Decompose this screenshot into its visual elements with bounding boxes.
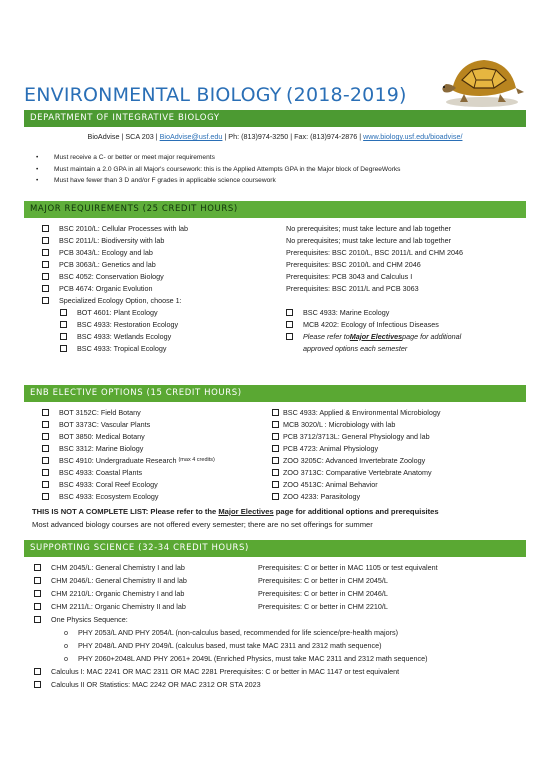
- checkbox[interactable]: [42, 285, 49, 292]
- ecology-option-row: BOT 4601: Plant Ecology BSC 4933: Marine Ecology: [42, 306, 522, 318]
- checkbox[interactable]: [272, 457, 279, 464]
- elective-row: BSC 4933: Ecosystem Ecology ZOO 4233: Parasitology: [42, 490, 522, 502]
- elective-row: BSC 4933: Coastal Plants ZOO 3713C: Comparative Vertebrate Anatomy: [42, 466, 522, 478]
- requirements-bullets: [36, 152, 516, 187]
- physics-option: o PHY 2060+2048L AND PHY 2061+ 2049L (Enriched Physics, must take MAC 2311 and 2312 math sequence): [64, 654, 428, 663]
- checkbox[interactable]: [272, 445, 279, 452]
- checkbox[interactable]: [42, 433, 49, 440]
- contact-line: [24, 132, 526, 141]
- page-header: [24, 84, 444, 106]
- elective-row: BOT 3373C: Vascular Plants MCB 3020/L : Microbiology with lab: [42, 418, 522, 430]
- checkbox[interactable]: [34, 577, 41, 584]
- course-row: PCB 3063/L: Genetics and lab Prerequisites: BSC 2010/L and CHM 2046: [42, 258, 522, 270]
- checkbox[interactable]: [42, 297, 49, 304]
- supporting-science-header: SUPPORTING SCIENCE (32-34 CREDIT HOURS): [24, 540, 526, 557]
- phone-fax: | Ph: (813)974-3250 | Fax: (813)974-2876 |: [224, 132, 362, 141]
- office-info: BioAdvise | SCA 203 |: [87, 132, 158, 141]
- checkbox[interactable]: [42, 445, 49, 452]
- bullet-item: • Must receive a C- or better or meet major requirements: [36, 154, 215, 161]
- department-banner: [24, 110, 526, 127]
- academic-year: (2018-2019): [286, 84, 407, 106]
- major-requirements-header: MAJOR REQUIREMENTS (25 CREDIT HOURS): [24, 201, 526, 218]
- course-row: CHM 2046/L: General Chemistry II and lab Prerequisites: C or better in CHM 2045/L: [34, 574, 528, 587]
- elective-row: BSC 3312: Marine Biology PCB 4723: Animal Physiology: [42, 442, 522, 454]
- electives-list: [42, 406, 522, 502]
- supporting-science-list: [34, 561, 528, 626]
- checkbox[interactable]: [42, 493, 49, 500]
- checkbox[interactable]: [60, 333, 67, 340]
- turtle-illustration: [436, 50, 528, 110]
- bullet-item: • Must have fewer than 3 D and/or F grades in applicable science coursework: [36, 177, 276, 184]
- checkbox[interactable]: [42, 249, 49, 256]
- major-electives-link[interactable]: Major Electives: [349, 331, 403, 341]
- course-row: CHM 2045/L: General Chemistry I and lab Prerequisites: C or better in MAC 1105 or test equivalent: [34, 561, 528, 574]
- course-row: PCB 4674: Organic Evolution Prerequisites: BSC 2011/L and PCB 3063: [42, 282, 522, 294]
- page-title: ENVIRONMENTAL BIOLOGY: [24, 84, 282, 106]
- course-row: Specialized Ecology Option, choose 1:: [42, 294, 522, 306]
- checkbox[interactable]: [42, 225, 49, 232]
- checkbox[interactable]: [42, 409, 49, 416]
- checkbox[interactable]: [42, 273, 49, 280]
- physics-option: o PHY 2048/L AND PHY 2049/L (calculus based, must take MAC 2311 and 2312 math sequence): [64, 641, 382, 650]
- checkbox[interactable]: [34, 616, 41, 623]
- course-row: BSC 2010/L: Cellular Processes with lab No prerequisites; must take lecture and lab together: [42, 222, 522, 234]
- course-row: BSC 4052: Conservation Biology Prerequisites: PCB 3043 and Calculus I: [42, 270, 522, 282]
- ecology-option-row: BSC 4933: Restoration Ecology MCB 4202: Ecology of Infectious Diseases: [42, 318, 522, 330]
- department-name: DEPARTMENT OF INTEGRATIVE BIOLOGY: [30, 113, 220, 123]
- major-requirements-list: [42, 222, 522, 354]
- physics-option: o PHY 2053/L AND PHY 2054/L (non-calculus based, recommended for life science/pre-health majors): [64, 628, 399, 637]
- elective-row: BSC 4910: Undergraduate Research (max 4 credits) ZOO 3205C: Advanced Invertebrate Zoology: [42, 454, 522, 466]
- elective-row: BOT 3850: Medical Botany PCB 3712/3713L: General Physiology and lab: [42, 430, 522, 442]
- course-row: CHM 2211/L: Organic Chemistry II and lab Prerequisites: C or better in CHM 2210/L: [34, 600, 528, 613]
- course-row: Calculus I: MAC 2241 OR MAC 2311 OR MAC 2281 Prerequisites: C or better in MAC 1147 or test equivalent: [34, 665, 534, 678]
- checkbox[interactable]: [286, 309, 293, 316]
- checkbox[interactable]: [34, 668, 41, 675]
- electives-note: THIS IS NOT A COMPLETE LIST: Please refer to the Major Electives page for additional options and prerequisites: [32, 507, 439, 516]
- checkbox[interactable]: [34, 590, 41, 597]
- checkbox[interactable]: [34, 564, 41, 571]
- checkbox[interactable]: [272, 481, 279, 488]
- checkbox[interactable]: [34, 603, 41, 610]
- checkbox[interactable]: [272, 469, 279, 476]
- elective-row: BOT 3152C: Field Botany BSC 4933: Applied & Environmental Microbiology: [42, 406, 522, 418]
- checkbox[interactable]: [272, 421, 279, 428]
- course-row: CHM 2210/L: Organic Chemistry I and lab Prerequisites: C or better in CHM 2046/L: [34, 587, 528, 600]
- checkbox[interactable]: [42, 261, 49, 268]
- electives-header: ENB ELECTIVE OPTIONS (15 CREDIT HOURS): [24, 385, 526, 402]
- checkbox[interactable]: [42, 457, 49, 464]
- summer-note: Most advanced biology courses are not offered every semester; there are no set offerings for summer: [32, 520, 373, 529]
- ecology-option-row: BSC 4933: Wetlands Ecology Please refer to Major Electives page for additional: [42, 330, 522, 342]
- checkbox[interactable]: [60, 309, 67, 316]
- course-row: Calculus II OR Statistics: MAC 2242 OR MAC 2312 OR STA 2023: [34, 678, 534, 691]
- checkbox[interactable]: [272, 433, 279, 440]
- checkbox[interactable]: [286, 321, 293, 328]
- email-link[interactable]: BioAdvise@usf.edu: [159, 132, 223, 141]
- course-row: BSC 2011/L: Biodiversity with lab No prerequisites; must take lecture and lab together: [42, 234, 522, 246]
- course-row: PCB 3043/L: Ecology and lab Prerequisites: BSC 2010/L, BSC 2011/L and CHM 2046: [42, 246, 522, 258]
- checkbox[interactable]: [272, 409, 279, 416]
- math-requirements: [34, 665, 534, 691]
- website-link[interactable]: www.biology.usf.edu/bioadvise/: [363, 132, 463, 141]
- checkbox[interactable]: [286, 333, 293, 340]
- bullet-item: • Must maintain a 2.0 GPA in all Major's coursework: this is the Applied Attempts GPA in the Major block of DegreeWorks: [36, 165, 401, 173]
- checkbox[interactable]: [272, 493, 279, 500]
- checkbox[interactable]: [42, 469, 49, 476]
- major-electives-link[interactable]: Major Electives: [218, 507, 274, 516]
- checkbox[interactable]: [60, 321, 67, 328]
- checkbox[interactable]: [60, 345, 67, 352]
- checkbox[interactable]: [34, 681, 41, 688]
- elective-row: BSC 4933: Coral Reef Ecology ZOO 4513C: Animal Behavior: [42, 478, 522, 490]
- physics-options: [64, 626, 534, 665]
- ecology-option-row: BSC 4933: Tropical Ecology approved options each semester: [42, 342, 522, 354]
- course-row: One Physics Sequence:: [34, 613, 528, 626]
- checkbox[interactable]: [42, 481, 49, 488]
- checkbox[interactable]: [42, 237, 49, 244]
- checkbox[interactable]: [42, 421, 49, 428]
